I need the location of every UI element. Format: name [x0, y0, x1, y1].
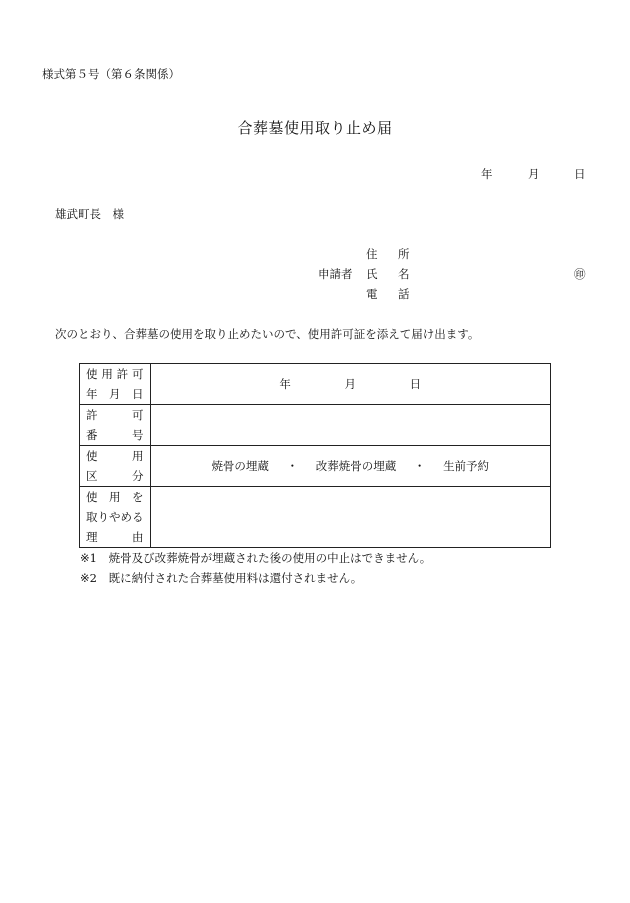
label-char: め [120, 510, 132, 524]
note-1-text: 焼骨及び改葬焼骨が埋蔵された後の使用の中止はできません。 [108, 551, 432, 565]
permit-month-label: 月 [344, 377, 356, 391]
permit-number-value[interactable] [150, 405, 551, 446]
name-label-1: 氏 [366, 267, 378, 281]
label-char: や [109, 510, 121, 524]
address-label-1: 住 [366, 247, 378, 261]
label-char: 可 [132, 408, 144, 422]
form-number: 様式第５号（第６条関係） [42, 67, 180, 81]
usage-type-label [80, 446, 151, 487]
label-char: 使 [86, 367, 98, 381]
label-char: 日 [132, 387, 144, 401]
label-char: 年 [86, 387, 98, 401]
table-row-cancel-reason [80, 487, 551, 548]
name-label-2: 名 [398, 267, 410, 281]
statement: 次のとおり、合葬墓の使用を取り止めたいので、使用許可証を添えて届け出ます。 [55, 327, 480, 341]
applicant-label: 申請者 [318, 267, 353, 281]
label-char: 分 [132, 469, 144, 483]
permit-day-label: 日 [409, 377, 422, 391]
label-char: り [97, 510, 109, 524]
page-title: 合葬墓使用取り止め届 [237, 119, 393, 137]
cancel-reason-label [80, 487, 151, 548]
label-char: 可 [131, 367, 144, 381]
label-char: 使 [86, 449, 98, 463]
permit-year-label: 年 [279, 377, 291, 391]
label-char: 取 [86, 510, 98, 524]
note-2-mark: ※2 [80, 571, 97, 585]
label-char: 月 [109, 387, 121, 401]
note-2 [80, 570, 362, 586]
permit-number-label [80, 405, 151, 446]
table-row-permit-date [80, 364, 551, 405]
option-separator: ・ [286, 459, 299, 473]
phone-label-2: 話 [398, 287, 410, 301]
option-separator: ・ [413, 459, 426, 473]
date-month-label: 月 [528, 167, 540, 181]
note-1-mark: ※1 [80, 551, 97, 565]
label-char: 許 [86, 408, 98, 422]
permit-date-label [80, 364, 151, 405]
table-row-usage-type [80, 446, 551, 487]
label-char: 用 [109, 490, 121, 504]
usage-option-pre-reservation[interactable]: 生前予約 [443, 459, 490, 473]
label-char: を [132, 490, 144, 504]
addressee: 雄武町長 様 [55, 207, 124, 221]
label-char: 使 [86, 490, 98, 504]
label-char: 由 [132, 530, 144, 544]
label-char: 区 [86, 469, 98, 483]
label-char: 用 [101, 367, 113, 381]
table-row-permit-number [80, 405, 551, 446]
note-1 [80, 550, 431, 566]
address-label-2: 所 [398, 247, 410, 261]
usage-type-value [150, 446, 551, 487]
usage-option-reburial[interactable]: 改葬焼骨の埋蔵 [315, 459, 397, 473]
label-char: 理 [86, 530, 98, 544]
cancel-reason-value[interactable] [150, 487, 551, 548]
date-year-label: 年 [481, 167, 493, 181]
form-table [79, 363, 551, 548]
seal-mark: ㊞ [574, 267, 586, 281]
label-char: 許 [116, 367, 129, 381]
phone-label-1: 電 [366, 287, 378, 301]
note-2-text: 既に納付された合葬墓使用料は還付されません。 [108, 571, 363, 585]
permit-date-value[interactable] [150, 364, 551, 405]
label-char: 号 [132, 428, 144, 442]
label-char: 番 [86, 428, 98, 442]
label-char: る [132, 510, 144, 524]
label-char: 用 [132, 449, 144, 463]
usage-option-bone-burial[interactable]: 焼骨の埋蔵 [211, 459, 269, 473]
date-day-label: 日 [574, 167, 586, 181]
